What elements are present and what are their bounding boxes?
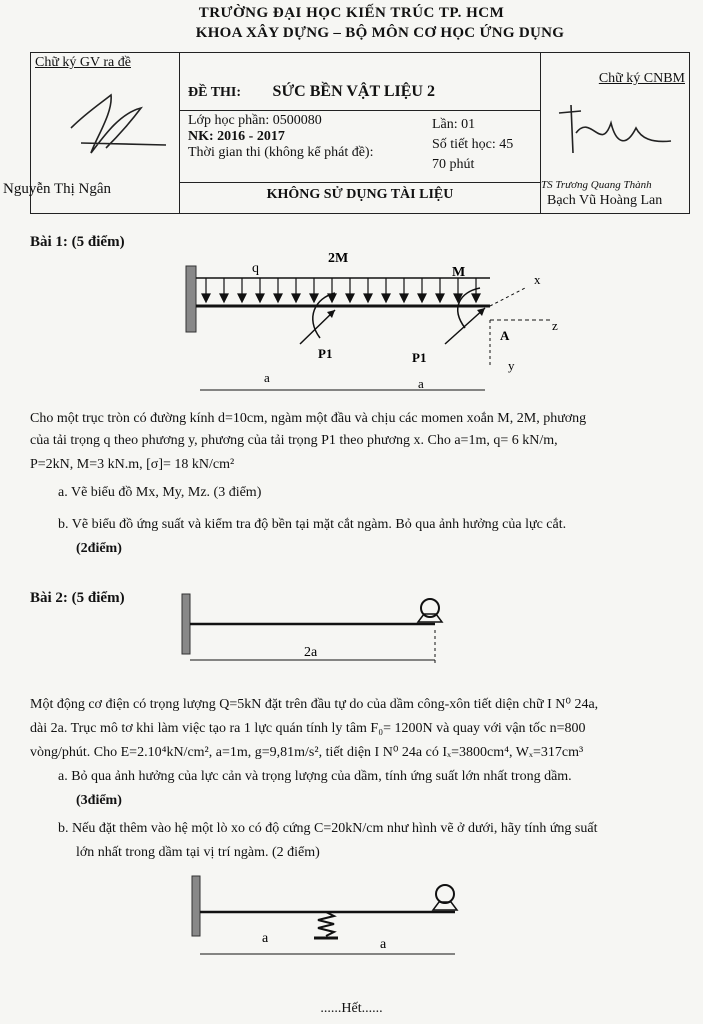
fixed-support-3 — [192, 876, 200, 936]
label-M: M — [452, 265, 466, 280]
bai1-text-2: của tải trọng q theo phương y, phương của tải trọng P1 theo phương x. Cho a=1m, q= 6 kN/m, — [30, 433, 558, 448]
label-a1: a — [264, 370, 270, 385]
gv-label: Chữ ký GV ra đề — [35, 55, 131, 70]
cnbm-label: Chữ ký CNBM — [598, 71, 685, 86]
label-2M: 2M — [328, 251, 349, 266]
faculty-name: KHOA XÂY DỰNG – BỘ MÔN CƠ HỌC ỨNG DỤNG — [195, 25, 565, 41]
bai2-text-2: dài 2a. Trục mô tơ khi làm việc tạo ra 1 lực quán tính ly tâm F₀= 1200N và quay với vận tốc n=800 — [30, 721, 586, 736]
bai2-question-a: a. Bỏ qua ảnh hưởng của lực cản và trọng lượng của dầm, tính ứng suất lớn nhất trong dầm. — [58, 769, 572, 784]
bai2-question-b: b. Nếu đặt thêm vào hệ một lò xo có độ cứng C=20kN/cm như hình vẽ ở dưới, hãy tính ứng suất — [58, 821, 598, 836]
cnbm-name: Bạch Vũ Hoàng Lan — [547, 193, 663, 208]
bai1-figure — [180, 248, 580, 406]
label-z: z — [552, 318, 558, 333]
fixed-support-2 — [182, 594, 190, 654]
fixed-support-1 — [186, 266, 196, 332]
bai1-question-a: a. Vẽ biểu đồ Mx, My, Mz. (3 điểm) — [58, 485, 262, 500]
gv-cell — [3, 53, 180, 214]
label-P1-a: P1 — [318, 346, 333, 361]
cnbm-cell — [541, 53, 690, 214]
label-a-left: a — [262, 931, 269, 946]
bai1-text-3: P=2kN, M=3 kN.m, [σ]= 18 kN/cm² — [30, 457, 235, 472]
label-P1-b: P1 — [412, 350, 427, 365]
cnbm-stamp: TS Trương Quang Thành — [541, 179, 652, 191]
label-A: A — [500, 328, 510, 343]
bai2-text-1: Một động cơ điện có trọng lượng Q=5kN đặt trên đầu tự do của dầm công-xôn tiết diện chữ I N⁰ 24a, — [30, 697, 599, 712]
exam-info-cell — [180, 53, 541, 214]
motor-icon-2 — [436, 885, 454, 903]
exam-time-label: Thời gian thi (không kể phát đề): — [188, 145, 374, 160]
label-y: y — [508, 358, 515, 373]
exam-periods: Số tiết học: 45 — [432, 137, 514, 152]
school-name: TRƯỜNG ĐẠI HỌC KIẾN TRÚC TP. HCM — [198, 5, 505, 21]
academic-year: NK: 2016 - 2017 — [188, 129, 285, 144]
gv-signature — [51, 83, 181, 163]
label-a2: a — [418, 376, 424, 391]
exam-label: ĐỀ THI: — [188, 85, 242, 100]
bai2-question-a-score: (3điểm) — [76, 793, 122, 808]
force-P1-b — [445, 308, 485, 344]
bai1-title: Bài 1: (5 điểm) — [30, 234, 125, 250]
spring-icon — [318, 912, 334, 936]
bai2-figure-1 — [180, 590, 460, 670]
footer-end: ......Hết...... — [320, 1001, 383, 1016]
bai1-question-b: b. Vẽ biểu đồ ứng suất và kiểm tra độ bền tại mặt cắt ngàm. Bỏ qua ảnh hưởng của lực cắt. — [58, 517, 567, 532]
bai1-text-1: Cho một trục tròn có đường kính d=10cm, ngàm một đầu và chịu các momen xoắn M, 2M, phương — [30, 411, 587, 426]
exam-header-table — [3, 52, 690, 214]
exam-subject: SỨC BỀN VẬT LIỆU 2 — [272, 83, 435, 100]
axis-x — [490, 288, 525, 306]
label-a-right: a — [380, 937, 387, 952]
bai2-text-3: vòng/phút. Cho E=2.10⁴kN/cm², a=1m, g=9,81m/s², tiết diện I N⁰ 24a có Iₓ=3800cm⁴, Wₓ=317cm³ — [30, 745, 584, 760]
label-q: q — [252, 261, 259, 276]
gv-name: Nguyễn Thị Ngân — [3, 181, 112, 197]
no-material-note: KHÔNG SỬ DỤNG TÀI LIỆU — [266, 187, 454, 202]
distributed-load-q — [202, 278, 480, 302]
bai2-title: Bài 2: (5 điểm) — [30, 590, 125, 606]
cnbm-signature — [551, 93, 681, 163]
exam-time-value: 70 phút — [432, 157, 475, 172]
bai2-figure-2 — [190, 872, 480, 968]
exam-attempt: Lần: 01 — [432, 117, 476, 132]
label-2a: 2a — [304, 645, 318, 660]
label-x: x — [534, 272, 541, 287]
bai2-question-b-2: lớn nhất trong dầm tại vị trí ngàm. (2 điểm) — [76, 845, 320, 860]
bai1-question-b-score: (2điểm) — [76, 541, 122, 556]
class-code: Lớp học phần: 0500080 — [188, 113, 322, 128]
